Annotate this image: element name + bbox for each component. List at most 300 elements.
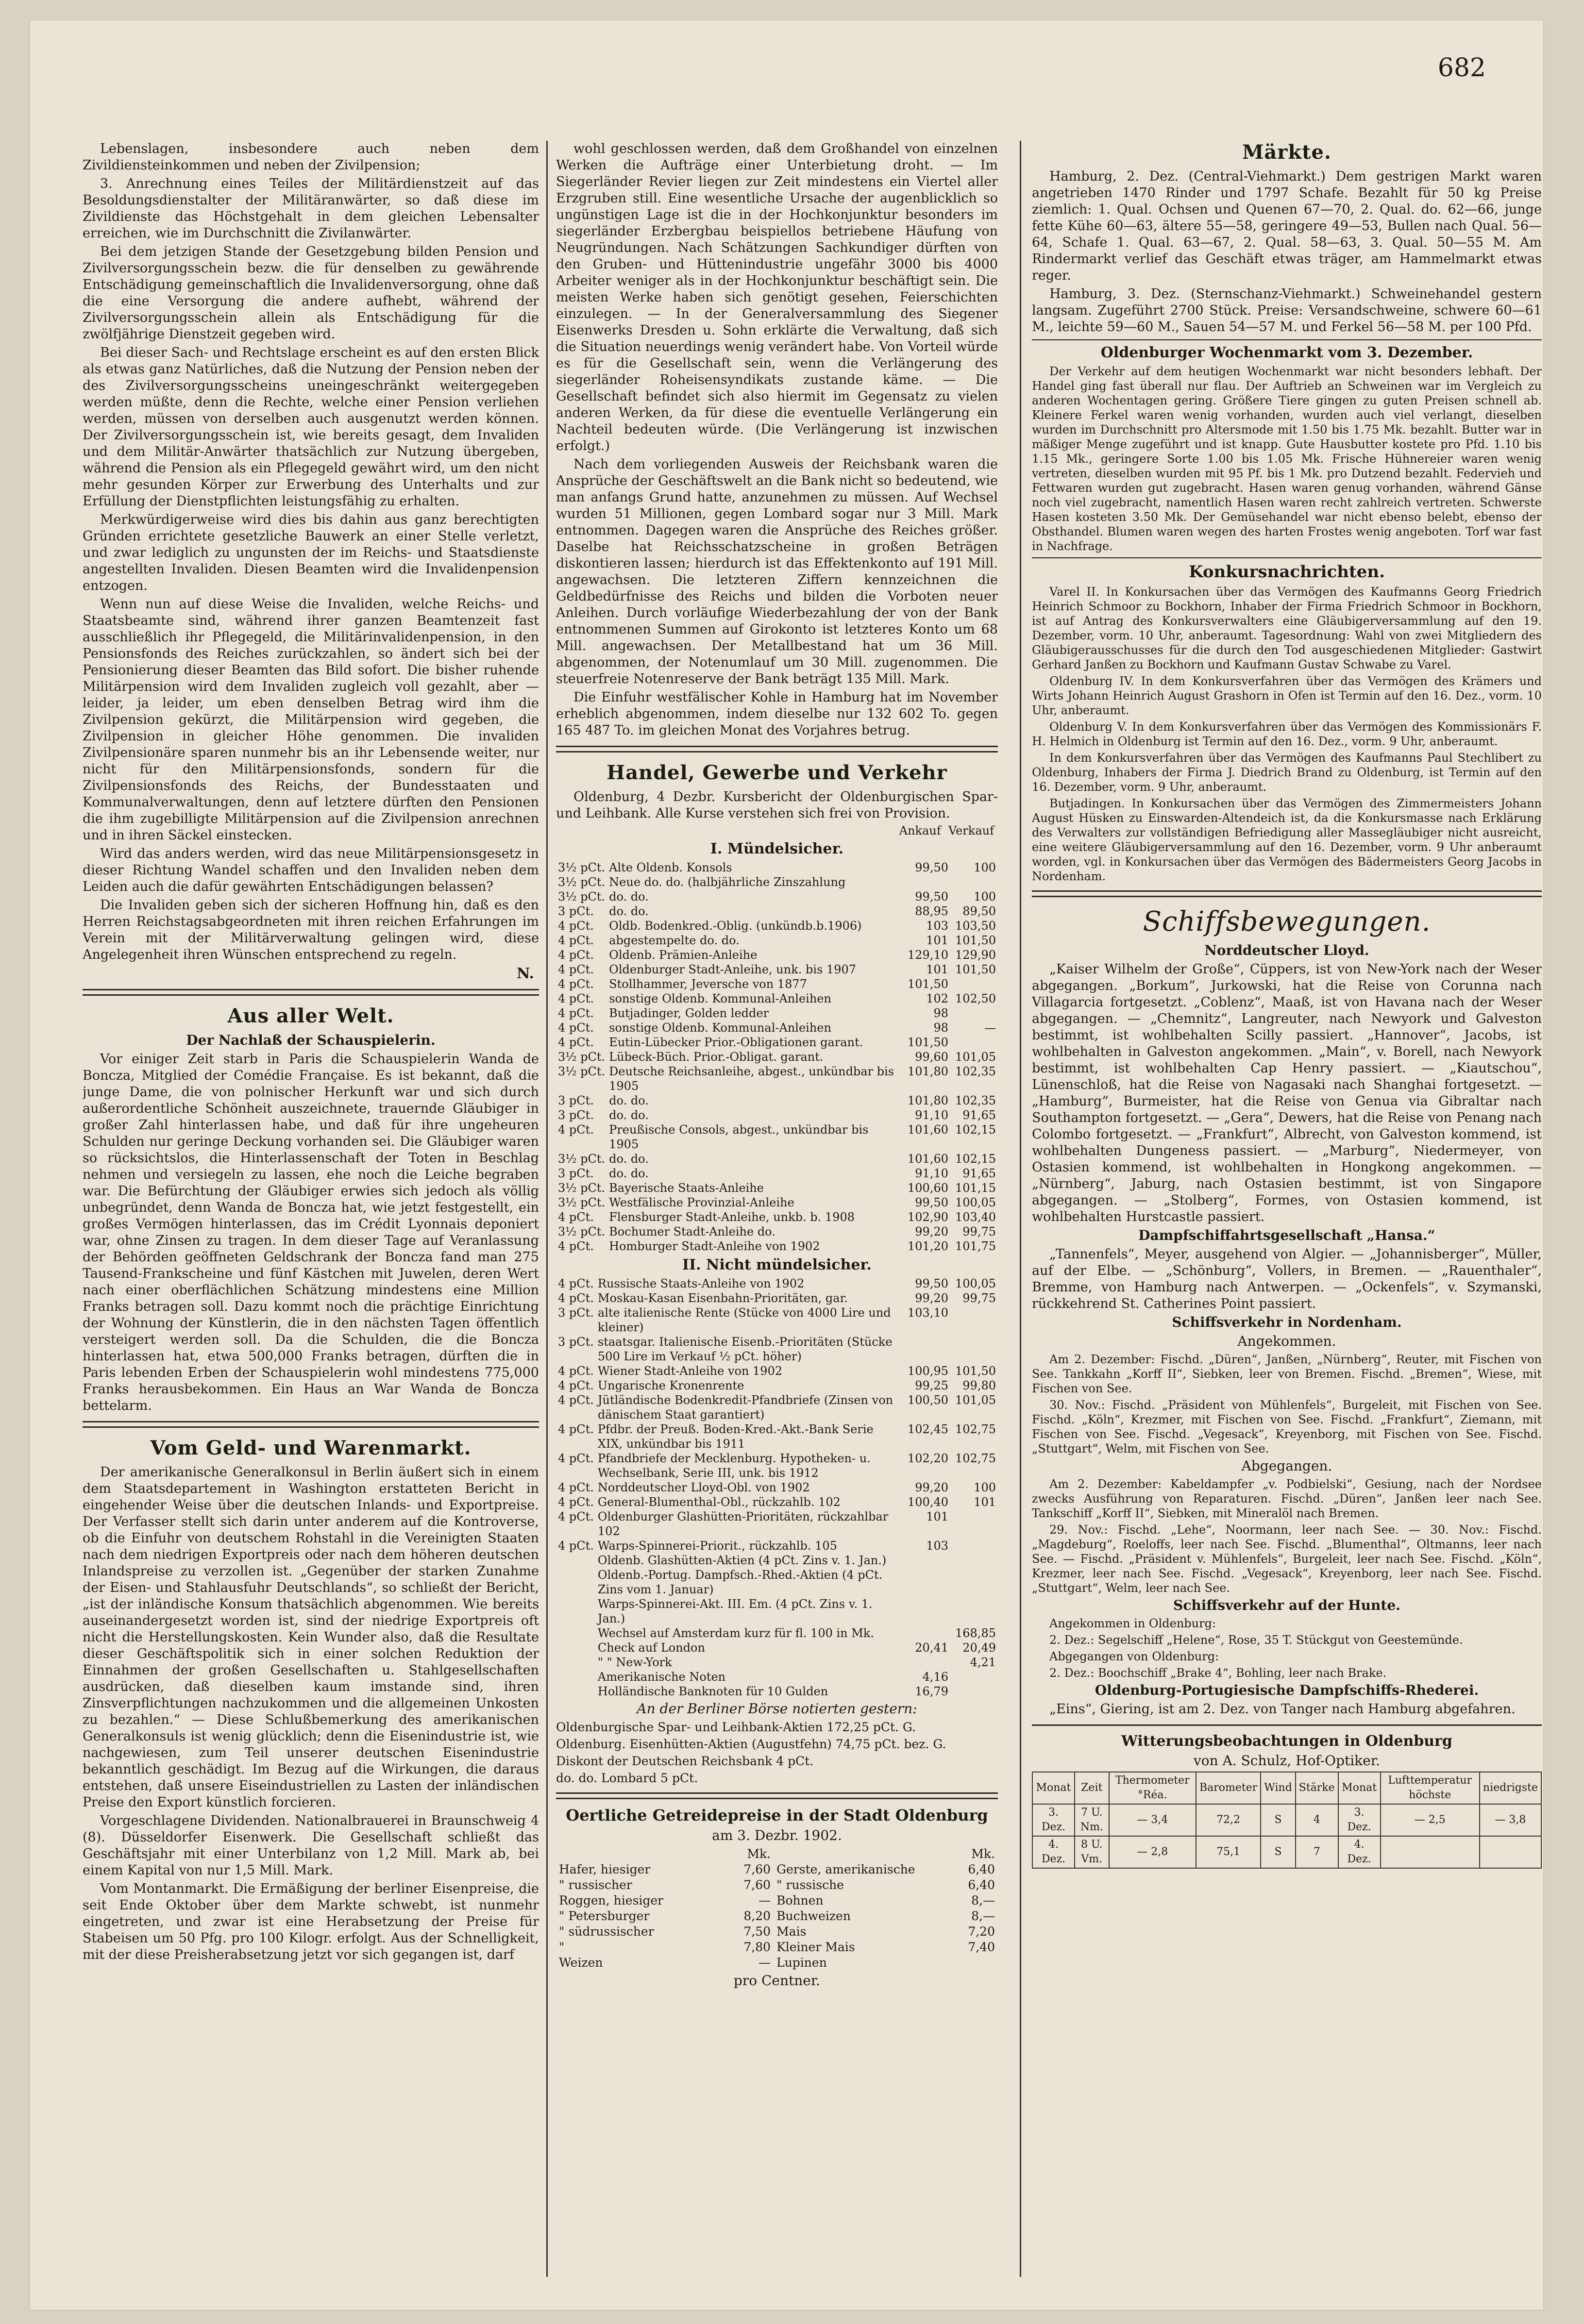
section-rule (83, 1421, 539, 1428)
grain-unit (556, 1846, 697, 1862)
weather-header (1032, 1772, 1541, 1804)
kurs-verkauf: 89,50 (962, 904, 996, 918)
kurs-ankauf (903, 1626, 950, 1640)
weather-cell: — 2,8 (1109, 1836, 1196, 1868)
kurs-rate: 3 pCt. (558, 1167, 594, 1180)
kurs-verkauf (950, 1305, 998, 1335)
paragraph: 3. Anrechnung eines Teiles der Militärdienstzeit auf das Besoldungsdienstalter der Militäranwärter, so daß diese im Zivildienste das Höchstgehalt in dem gleichen Lebensalter erreichen, wie im Durchschnitt die Zivilanwärter. (83, 176, 539, 241)
kurs-security: Amerikanische Noten (597, 1670, 726, 1684)
kurs-security: Wiener Stadt-Anleihe von 1902 (597, 1364, 783, 1378)
weather-col-header: Monat (1338, 1772, 1381, 1804)
kurs-row (556, 1538, 998, 1553)
kurs-verkauf (950, 1538, 998, 1553)
paragraph: 2. Dez.: Boochschiff „Brake 4“, Bohling, leer nach Brake. (1049, 1666, 1387, 1680)
nordenham-angekommen (1032, 1352, 1542, 1456)
kurs-rate (556, 1640, 596, 1655)
section-rule (556, 1792, 998, 1799)
kurs-row (556, 1378, 998, 1393)
weather-cell: 3. Dez. (1032, 1804, 1075, 1836)
kurs-rate: 3 pCt. (558, 1094, 594, 1107)
kurs-security: sonstige Oldenb. Kommunal-Anleihen (609, 1021, 831, 1035)
section-rule (556, 746, 998, 752)
article-geldmarkt (83, 1464, 539, 1963)
kurs-verkauf (950, 1597, 998, 1626)
kurs-ankauf: 101,60 (908, 1123, 948, 1137)
kurs-rate: 4 pCt. (558, 1210, 594, 1224)
kurs-security: Russische Staats-Anleihe von 1902 (597, 1277, 805, 1290)
heading-hansa: Dampfschiffahrtsgesellschaft „Hansa.“ (1138, 1227, 1435, 1243)
kurs-verkauf: 4,21 (970, 1655, 996, 1669)
col-verkauf: Verkauf (948, 824, 994, 837)
kurs-security: do. do. (609, 904, 649, 918)
paragraph: Angekommen in Oldenburg: (1049, 1617, 1216, 1630)
kurs-verkauf: 91,65 (962, 1108, 996, 1122)
kurs-security: Bochumer Stadt-Anleihe do. (609, 1225, 775, 1238)
grain-price: 8,— (971, 1893, 995, 1907)
paragraph: wohl geschlossen werden, daß dem Großhandel von einzelnen Werken die Aufträge einer Unterbietung droht. — Im Siegerländer Revier liegen zur Zeit mindestens ein Viertel aller Erzgruben still. Eine wesentliche Ursache der augenblicklich so ungünstigen Lage ist die in der Hochkonjunktur besonders im siegerländer Erzbergbau beispiellos betriebene Häufung von Neugründungen. Nach Schätzungen Sachkundiger dürften von den Gruben- und Hüttenindustrie ungefähr 3000 bis 4000 Arbeiter weniger als in der Hochkonjunktur beschäftigt sein. Die meisten Werke haben sich genötigt gesehen, Feierschichten einzulegen. — In der Generalversammlung des Siegener Eisenwerks Dresden u. Sohn erklärte die Verwaltung, daß sich die Situation neuerdings wenig verändert habe. Von Vorteil würde es für die Gesellschaft sein, wenn die Verlängerung des siegerländer Roheisensyndikats zustande käme. — Die Gesellschaft befindet sich also hiermit im Gegensatz zu vielen anderen Werken, da für diese die eventuelle Verlängerung ein Nachteil bedeuten würde. (Die Verlängerung ist inzwischen erfolgt.) (556, 141, 998, 453)
kurs-rate: 4 pCt. (558, 919, 594, 933)
kurs-verkauf (950, 1670, 998, 1684)
kurs-ankauf (903, 1568, 950, 1597)
kurs-ankauf (903, 1335, 950, 1364)
weather-cell: S (1261, 1836, 1296, 1868)
kurs-ankauf: 101,50 (908, 977, 948, 991)
kurs-table-muendelsicher (556, 860, 998, 1254)
kurs-row (556, 1684, 998, 1699)
grain-name: Gerste, amerikanische (776, 1862, 915, 1876)
grain-foot: pro Centner. (733, 1973, 821, 1989)
kurs-security: Stollhammer, Jeversche von 1877 (609, 977, 807, 991)
kurs-rate: 3½ pCt. (558, 1181, 606, 1195)
kurs-intro: Oldenburg, 4 Dezbr. Kursbericht der Oldenburgischen Spar- und Leihbank. Alle Kurse verstehen sich frei von Provision. (556, 789, 998, 821)
weather-cell: 75,1 (1196, 1836, 1261, 1868)
kurs-ankauf: 100,95 (908, 1364, 948, 1378)
paragraph: Am 2. Dezember: Fischd. „Düren“, Janßen, „Nürnberg“, Reuter, mit Fischen von See. Tankkahn „Korff II“, Siebken, leer von Bremen. Fischd. „Bremen“, Wiese, mit Fischen von See. (1032, 1353, 1542, 1395)
kurs-rate (556, 1568, 596, 1597)
konkurs-list (1032, 585, 1542, 884)
angekommen-label: Angekommen. (1237, 1333, 1336, 1349)
kurs-rate: 4 pCt. (558, 1277, 594, 1290)
kurs-row (556, 1335, 998, 1364)
kurs-ankauf (903, 1655, 950, 1670)
kurs-verkauf: 168,85 (955, 1626, 996, 1640)
heading-lloyd: Norddeutscher Lloyd. (1204, 942, 1369, 958)
kurs-row (556, 1626, 998, 1640)
paragraph: Oldenburg. Eisenhütten-Aktien (Augustfehn) 74,75 pCt. bez. G. (556, 1737, 946, 1751)
kurs-security: Pfdbr. der Preuß. Boden-Kred.-Akt.-Bank Serie XIX, unkündbar bis 1911 (597, 1422, 874, 1451)
kurs-row (556, 977, 998, 991)
weather-cell: — 2,5 (1381, 1804, 1480, 1836)
grain-name: " (559, 1940, 565, 1954)
column-middle (556, 141, 998, 2301)
kurs-ankauf: 100,40 (908, 1495, 948, 1509)
weather-cell: S (1261, 1804, 1296, 1836)
weather-cell: — 3,8 (1480, 1804, 1541, 1836)
kurs-rate (556, 1684, 596, 1699)
kurs-row (556, 1239, 998, 1254)
kurs-verkauf: 101,50 (955, 934, 996, 947)
kurs-ankauf: 101,20 (908, 1239, 948, 1253)
paragraph: Wenn nun auf diese Weise die Invaliden, welche Reichs- und Staatsbeamte sind, während ihrer ganzen Beamtenzeit fast ausschließlich ihr Pflegegeld, die Militärinvalidenpension, in den Pensionsfonds des Reiches zurückzahlen, so ändert sich bei der Pensionierung dieser Beamten das Bild sofort. Die bisher ruhende Militärpension wird dem Invaliden zugleich voll gezahlt, aber — leider, ja leider, um eben denselben Betrag wird ihm die Zivilpension gekürzt, die Militärpension wird gegeben, die Zivilpension in gleicher Höhe genommen. Die invaliden Zivilpensionäre sparen nunmehr bis an ihr Lebensende weiter, nur nicht für den Militärpensionsfonds, sondern für die Zivilpensionsfonds des Reichs, der Bundesstaaten und Kommunalverwaltungen, denn auf letztere dürften den Pensionen die ihm zugebilligte Militärpension auf die Zivilpension anrechnen und in ihren Säckel einstecken. (83, 597, 539, 843)
nordenham-abgegangen (1032, 1477, 1542, 1595)
kurs-rate: 3½ pCt. (558, 1152, 606, 1166)
kurs-row (556, 875, 998, 889)
grain-price: 7,60 (743, 1878, 771, 1892)
kurs-ankauf: 88,95 (915, 904, 948, 918)
paragraph: Oldenburg V. In dem Konkursverfahren über das Vermögen des Kommissionärs F. H. Helmich in Oldenburg ist Termin auf den 16. Dez., vorm. 9 Uhr, anberaumt. (1032, 720, 1542, 748)
grain-name: " russische (776, 1878, 844, 1892)
kurs-verkauf: 100,05 (955, 1277, 996, 1290)
kurs-security: do. do. (609, 1167, 649, 1180)
heading-nordenham: Schiffsverkehr in Nordenham. (1172, 1314, 1402, 1330)
kurs-security: Oldb. Bodenkred.-Oblig. (unkündb.b.1906) (609, 919, 862, 933)
weather-cell: 8 U. Vm. (1075, 1836, 1109, 1868)
kurs-verkauf: 102,50 (955, 992, 996, 1005)
kurs-row (556, 1640, 998, 1655)
kurs-rate: 4 pCt. (558, 1422, 594, 1436)
kurs-security: Check auf London (597, 1641, 705, 1655)
kurs-ankauf: 100,50 (908, 1393, 948, 1407)
grain-row (556, 1924, 998, 1939)
kurs-ankauf: 99,20 (915, 1481, 948, 1494)
weather-cell: 7 (1296, 1836, 1338, 1868)
kurs-ankauf (903, 875, 950, 889)
kurs-row (556, 1291, 998, 1305)
kurs-security: Homburger Stadt-Anleihe von 1902 (609, 1239, 820, 1253)
section-rule (1032, 339, 1542, 340)
hunte-list (1032, 1616, 1542, 1680)
paragraph: do. do. Lombard 5 pCt. (556, 1771, 698, 1785)
kurs-rate: 3½ pCt. (558, 1050, 606, 1064)
kurs-ankauf: 4,16 (922, 1670, 948, 1684)
kurs-verkauf: 101,05 (955, 1393, 996, 1407)
weather-row (1032, 1804, 1541, 1836)
kurs-ankauf: 101,60 (908, 1152, 948, 1166)
kurs-row (556, 860, 998, 875)
grain-row (556, 1908, 998, 1924)
grain-name: " südrussischer (559, 1924, 654, 1939)
grain-unit: Mk. (747, 1847, 771, 1861)
grain-price: 7,50 (743, 1924, 771, 1939)
paragraph: Bei dem jetzigen Stande der Gesetzgebung bilden Pension und Zivilversorgungsschein bezw. die für denselben zu gewährende Entschädigung gemeinschaftlich die Invalidenversorgung, ohne daß die eine Versorgung die andere aufhebt, während der Zivilversorgungsschein allein als Entschädigung für die zwölfjährige Dienstzeit gegeben wird. (83, 244, 539, 342)
kurs-rate: 4 pCt. (558, 1393, 594, 1407)
kurs-verkauf: 91,65 (962, 1167, 996, 1180)
kurs-rate: 4 pCt. (558, 1291, 594, 1305)
weather-table (1032, 1772, 1542, 1869)
kurs-verkauf (950, 1684, 998, 1699)
kurs-verkauf (950, 1006, 998, 1020)
kurs-security: Pfandbriefe der Mecklenburg. Hypotheken- u. Wechselbank, Serie III, unk. bis 1912 (597, 1452, 871, 1480)
weather-cell: — 3,4 (1109, 1804, 1196, 1836)
kurs-verkauf: 101 (974, 1495, 996, 1509)
kurs-rate (556, 1626, 596, 1640)
kurs-security: Norddeutscher Lloyd-Obl. von 1902 (597, 1481, 810, 1494)
kurs-verkauf (950, 1568, 998, 1597)
kurs-rate: 4 pCt. (558, 1452, 594, 1465)
weather-col-header: niedrigste (1480, 1772, 1541, 1804)
kurs-row (556, 1568, 998, 1597)
kurs-ankauf: 99,50 (915, 861, 948, 874)
kurs-row (556, 933, 998, 948)
column-divider (546, 141, 548, 2277)
grain-price: 7,40 (968, 1940, 995, 1954)
grain-name: Lupinen (776, 1956, 827, 1970)
kurs-security: Bayerische Staats-Anleihe (609, 1181, 764, 1195)
kurs-verkauf (950, 1509, 998, 1538)
section-rule (1032, 1724, 1542, 1726)
grain-price: — (758, 1893, 771, 1907)
kurs-security: Alte Oldenb. Konsols (609, 861, 732, 874)
kurs-rate: 4 pCt. (558, 1239, 594, 1253)
kurs-security: do. do. (609, 1152, 649, 1166)
kurs-row (556, 1020, 998, 1035)
grain-name: Roggen, hiesiger (559, 1893, 664, 1907)
paragraph: 29. Nov.: Fischd. „Lehe“, Noormann, leer nach See. — 30. Nov.: Fischd. „Magdeburg“, Roeloffs, leer nach See. Fischd. „Blumenthal“, Oltmanns, leer nach See. — Fischd. „Präsident v. Mühlenfels“, Burgeleit, leer nach See. Fischd. „Köln“, Krezmer, leer nach See. Fischd. „Vegesack“, Kreyenborg, leer nach See. Fischd. „Stuttgart“, Welm, leer nach See. (1032, 1523, 1542, 1595)
kurs-ankauf: 101 (926, 963, 948, 976)
paragraph: Bei dieser Sach- und Rechtslage erscheint es auf den ersten Blick als etwas ganz Natürliches, daß die Nutzung der Pension neben der des Zivilversorgungsscheins uneingeschränkt weitergegeben werden müßte, denn die Rechte, welche einer Pension verliehen werden, müssen von derselben auch ausgenutzt werden können. Der Zivilversorgungsschein ist, wie bereits gesagt, dem Invaliden und dem Militär-Anwärter thatsächlich zur Nutzung übergeben, während die Pension als ein Pflegegeld gewährt wird, um den nicht mehr gesunden Körper zur Erwerbung des Unterhalts und zur Erfüllung der Dienstpflichten leistungsfähig zu erhalten. (83, 345, 539, 509)
grain-row (556, 1939, 998, 1955)
kurs-ankauf: 91,10 (915, 1108, 948, 1122)
heading-schiffsbewegungen: Schiffsbewegungen. (1143, 906, 1431, 937)
grain-price: 7,20 (968, 1924, 995, 1939)
paragraph: 2. Dez.: Segelschiff „Helene“, Rose, 35 T. Stückgut von Geestemünde. (1049, 1633, 1463, 1647)
kurs-row (556, 1122, 998, 1152)
kurs-security: sonstige Oldenb. Kommunal-Anleihen (609, 992, 831, 1005)
kurs-rate: 3½ pCt. (558, 890, 606, 903)
heading-hunte: Schiffsverkehr auf der Hunte. (1173, 1597, 1400, 1613)
kurs-row (556, 1006, 998, 1020)
kurs-ankauf: 98 (933, 1006, 948, 1020)
kurs-verkauf: — (984, 1021, 996, 1035)
kurs-security: Neue do. do. (halbjährliche Zinszahlung (609, 875, 846, 889)
kurs-row (556, 919, 998, 933)
paragraph: 30. Nov.: Fischd. „Präsident von Mühlenfels“, Burgeleit, mit Fischen von See. Fischd. „Köln“, Krezmer, mit Fischen von See. Fischd. „Frankfurt“, Ziemann, mit Fischen von See. Fischd. „Vegesack“, Kreyenborg, mit Fischen von See. Fischd. „Stuttgart“, Welm, mit Fischen von See. (1032, 1398, 1542, 1455)
kurs-ankauf: 103 (926, 1539, 948, 1553)
kurs-rate: 4 pCt. (558, 1021, 594, 1035)
kurs-ankauf: 101,80 (908, 1065, 948, 1078)
grain-name: Kleiner Mais (776, 1940, 855, 1954)
grain-price: 7,80 (743, 1940, 771, 1954)
kurs-ankauf: 99,25 (915, 1379, 948, 1392)
weather-cell: 7 U. Nm. (1075, 1804, 1109, 1836)
weather-cell: 3. Dez. (1338, 1804, 1381, 1836)
kurs-security: Deutsche Reichsanleihe, abgest., unkündbar bis 1905 (609, 1065, 894, 1093)
kurs-row (556, 1509, 998, 1538)
kurs-columns (556, 824, 998, 837)
heading-witterung: Witterungsbeobachtungen in Oldenburg (1121, 1733, 1452, 1750)
kurs-rate: 4 pCt. (558, 1495, 594, 1509)
grain-price (922, 1955, 998, 1971)
heading-konkurs: Konkursnachrichten. (1189, 562, 1385, 582)
kurs-rate: 4 pCt. (558, 1379, 594, 1392)
paragraph: Oldenburgische Spar- und Leihbank-Aktien 172,25 pCt. G. (556, 1720, 916, 1734)
kurs-security: Oldenburger Stadt-Anleihe, unk. bis 1907 (609, 963, 857, 976)
grain-name: Hafer, hiesiger (559, 1862, 651, 1876)
weather-cell: 72,2 (1196, 1804, 1261, 1836)
kurs-ankauf: 101 (926, 934, 948, 947)
kurs-row (556, 1393, 998, 1422)
kurs-security: do. do. (609, 1094, 649, 1107)
col-ankauf: Ankauf (899, 824, 941, 837)
kurs-row (556, 1210, 998, 1224)
kurs-table-nicht-muendelsicher (556, 1276, 998, 1699)
weather-cell: 4 (1296, 1804, 1338, 1836)
kurs-verkauf: 101,05 (955, 1050, 996, 1064)
heading-wochenmarkt: Oldenburger Wochenmarkt vom 3. Dezember. (1100, 344, 1473, 361)
kurs-verkauf: 100 (974, 861, 996, 874)
paragraph: Die Invaliden geben sich der sicheren Hoffnung hin, daß es den Herren Reichstagsabgeordneten mit ihren reichen Erfahrungen im Verein mit der Militärverwaltung gelingen wird, diese Angelegenheit ihren Wünschen entsprechend zu regeln. (83, 898, 539, 962)
kurs-row (556, 1093, 998, 1108)
kurs-rate: 3 pCt. (558, 904, 594, 918)
kurs-rate: 4 pCt. (558, 1539, 594, 1553)
kurs-verkauf: 102,75 (955, 1452, 996, 1465)
kurs-security: Preußische Consols, abgest., unkündbar bis 1905 (609, 1123, 869, 1151)
kurs-rate: 4 pCt. (558, 977, 594, 991)
grain-price: 8,20 (743, 1909, 771, 1923)
kurs-row (556, 1305, 998, 1335)
kurs-verkauf: 102,15 (955, 1152, 996, 1166)
grain-unit: Mk. (971, 1847, 995, 1861)
weather-col-header: Zeit (1075, 1772, 1109, 1804)
kurs-verkauf: 99,80 (962, 1379, 996, 1392)
kurs-security: Lübeck-Büch. Prior.-Obligat. garant. (609, 1050, 824, 1064)
kurs-verkauf (950, 875, 998, 889)
kurs-ankauf: 102,20 (908, 1452, 948, 1465)
article-signature: N. (517, 965, 534, 982)
paragraph: In dem Konkursverfahren über das Vermögen des Kaufmanns Paul Stechlibert zu Oldenburg, Inhabers der Firma J. Diedrich Brand zu Oldenburg, ist Termin auf den 16. Dezember, vorm. 9 Uhr, anberaumt. (1032, 751, 1542, 794)
kurs-rate: 4 pCt. (558, 1123, 594, 1137)
column-divider (1020, 141, 1021, 2277)
paragraph: Varel II. In Konkursachen über das Vermögen des Kaufmanns Georg Friedrich Heinrich Schmoor zu Bockhorn, Inhaber der Firma Friedrich Schmoor in Bockhorn, ist auf Antrag des Konkursverwalters eine Gläubigerversammlung auf den 19. Dezember, vorm. 10 Uhr, anberaumt. Tagesordnung: Wahl von zwei Mitgliedern des Gläubigerausschusses für die durch den Tod ausgeschiedenen Mitglieder: Gastwirt Gerhard Janßen zu Bockhorn und Kaufmann Gustav Schwabe zu Varel. (1032, 585, 1542, 671)
grain-row (556, 1893, 998, 1908)
kurs-rate: 3½ pCt. (558, 1225, 606, 1238)
kurs-row (556, 1422, 998, 1451)
weather-cell (1480, 1836, 1541, 1868)
article-lloyd: „Kaiser Wilhelm der Große“, Cüppers, ist von New-York nach der Weser abgegangen. „Borkum“, Jurkowski, hat die Reise von Corunna nach Villagarcia fortgesetzt. „Coblenz“, Maaß, ist von Havana nach der Weser abgegangen. — „Chemnitz“, Langreuter, nach Newyork und Galveston bestimmt, ist wohlbehalten Scilly passiert. „Hannover“, Jacobs, ist wohlbehalten in Galveston angekommen. „Main“, v. Borell, nach Newyork bestimmt, ist wohlbehalten Cap Henry passiert. — „Kiautschou“, Lünenschloß, hat die Reise von Nagasaki nach Shanghai fortgesetzt. — „Hamburg“, Burmeister, hat die Reise von Genua via Gibraltar nach Southampton fortgesetzt. — „Gera“, Dewers, hat die Reise von Penang nach Colombo fortgesetzt. — „Frankfurt“, Albrecht, von Galveston kommend, ist wohlbehalten Dungeness passiert. — „Marburg“, Niedermeyer, von Ostasien kommend, ist wohlbehalten in Hongkong angekommen. — „Nürnberg“, Jaburg, nach Ostasien bestimmt, ist von Singapore abgegangen. — „Stolberg“, Formes, von Ostasien kommend, ist wohlbehalten Hurstcastle passiert. (1032, 962, 1542, 1224)
paragraph: Nach dem vorliegenden Ausweis der Reichsbank waren die Ansprüche der Geschäftswelt an die Bank nicht so bedeutend, wie man anfangs Grund hatte, anzunehmen zu müssen. Auf Wechsel wurden 51 Millionen, gegen Lombard sogar nur 3 Mill. Mark entnommen. Dagegen waren die Ansprüche des Reiches größer. Daselbe hat Reichsschatzscheine in großen Beträgen diskontieren lassen; hierdurch ist das Effektenkonto auf 191 Mill. angewachsen. Die letzteren Ziffern kennzeichnen die Geldbedürfnisse des Reichs und bilden die Vorboten neuer Anleihen. Durch vorläufige Wiederbezahlung der von der Bank entnommenen Summen auf Girokonto ist letzteres Konto um 68 Mill. angewachsen. Der Metallbestand hat um 36 Mill. abgenommen, der Notenumlauf um 30 Mill. zugenommen. Die steuerfreie Notenreserve der Bank beträgt 135 Mill. Mark. (556, 457, 998, 686)
kurs-verkauf: 103,40 (955, 1210, 996, 1224)
weather-row (1032, 1836, 1541, 1868)
weather-col-header: Barometer (1196, 1772, 1261, 1804)
kurs-verkauf (950, 1335, 998, 1364)
kurs-rate: 3 pCt. (558, 1335, 594, 1349)
kurs-rate (556, 1597, 596, 1626)
grain-unit (774, 1846, 921, 1862)
kurs-row (556, 1152, 998, 1166)
heading-geld-warenmarkt: Vom Geld- und Warenmarkt. (150, 1437, 472, 1459)
kurs-ankauf: 103,10 (908, 1306, 948, 1320)
kurs-security: do. do. (609, 890, 649, 903)
grain-name: Bohnen (776, 1893, 824, 1907)
kurs-rate: 4 pCt. (558, 1481, 594, 1494)
kurs-security: Eutin-Lübecker Prior.-Obligationen garant. (609, 1036, 863, 1049)
weather-col-header: Monat (1032, 1772, 1075, 1804)
kurs-ankauf: 101 (926, 1510, 948, 1523)
kurs-verkauf (950, 977, 998, 991)
kurs-rate: 3½ pCt. (558, 1065, 606, 1078)
kurs-security: Oldenb. Glashütten-Aktien (4 pCt. Zins v. 1. Jan.) (597, 1554, 887, 1567)
kurs-security: Butjadinger, Golden ledder (609, 1006, 769, 1020)
paragraph: Abgegangen von Oldenburg: (1049, 1650, 1219, 1663)
article-hansa: „Tannenfels“, Meyer, ausgehend von Algier. — „Johannisberger“, Müller, auf der Elbe. — „Schönburg“, Vollers, in Bremen. — „Rauenthaler“, Bremme, von Hamburg nach Antwerpen. — „Ockenfels“, v. Szymanski, rückkehrend St. Catherines Point passiert. (1032, 1247, 1542, 1311)
kurs-rate: 4 pCt. (558, 1510, 594, 1523)
kurs-row (556, 1166, 998, 1181)
newspaper-page (29, 19, 1544, 2311)
article-nachlass: Vor einiger Zeit starb in Paris die Schauspielerin Wanda de Boncza, Mitglied der Comédie Française. Es ist bekannt, daß die junge Dame, die von polnischer Herkunft war und sich durch außerordentliche Schönheit auszeichnete, trauernde Gläubiger in großer Zahl hinterlassen habe, und daß für ihre ungeheuren Schulden nur geringe Deckung vorhanden sei. Die Gläubiger waren so rücksichtslos, die Hinterlassenschaft der Toten in Beschlag nehmen und versiegeln zu lassen, ehe noch die Leiche begraben war. Die Befürchtung der Gläubiger erwies sich jedoch als völlig unbegründet, denn Wanda de Boncza hat, wie jetzt festgestellt, ein großes Vermögen hinterlassen, das im Crédit Lyonnais deponiert war, ohne Zinsen zu tragen. In dem dieser Tage auf Veranlassung der Behörden geöffneten Geldschrank der Boncza fand man 275 Tausend-Frankscheine und fünf Kästchen mit Juwelen, deren Wert nach einer oberflächlichen Schätzung mindestens eine Million Franks betragen soll. Dazu kommt noch die prächtige Einrichtung der Wohnung der Künstlerin, die in den nächsten Tagen öffentlich versteigert werden soll. Da die Schulden, die die Boncza hinterlassen hat, etwa 500,000 Franks betragen, dürften die in Paris lebenden Erben der Schauspielerin wohl mindestens 775,000 Franks herausbekommen. Ein Haus an War Wanda de Boncza bettelarm. (83, 1052, 539, 1413)
kurs-rate: 4 pCt. (558, 1364, 594, 1378)
kurs-rate: 4 pCt. (558, 992, 594, 1005)
column-left (83, 141, 539, 2301)
kurs-ankauf: 99,20 (915, 1291, 948, 1305)
kurs-rate: 3 pCt. (558, 1306, 594, 1320)
grain-name: Mais (776, 1924, 807, 1939)
kurs-row (556, 1364, 998, 1378)
kurs-row (556, 991, 998, 1006)
kurs-rate: 4 pCt. (558, 1036, 594, 1049)
kurs-rate: 4 pCt. (558, 963, 594, 976)
weather-cell: 4. Dez. (1338, 1836, 1381, 1868)
paragraph: Am 2. Dezember: Kabeldampfer „v. Podbielski“, Gesiung, nach der Nordsee zwecks Ausführung von Reparaturen. Fischd. „Düren“, Janßen leer nach See. Tankschiff „Korff II“, Siebken, mit Mineralöl nach Bremen. (1032, 1477, 1542, 1520)
paragraph: Lebenslagen, insbesondere auch neben dem Zivildiensteinkommen und neben der Zivilpension; (83, 141, 539, 173)
kurs-ankauf: 99,20 (915, 1225, 948, 1238)
grain-name: Weizen (559, 1956, 603, 1970)
kurs-rate: 3 pCt. (558, 1108, 594, 1122)
kurs-row (556, 1195, 998, 1210)
kurs-verkauf: 101,50 (955, 963, 996, 976)
kurs-security: Warps-Spinnerei-Priorit., rückzahlb. 105 (597, 1539, 837, 1553)
section-rule (1032, 890, 1542, 897)
kurs-security: Oldenb. Prämien-Anleihe (609, 948, 758, 962)
boerse-line: An der Berliner Börse notierten gestern: (637, 1701, 917, 1717)
kurs-ankauf: 102,45 (908, 1422, 948, 1436)
grain-price: 7,60 (743, 1862, 771, 1876)
kurs-verkauf: 99,75 (962, 1225, 996, 1238)
kurs-ankauf: 101,80 (908, 1094, 948, 1107)
paragraph: Hamburg, 2. Dez. (Central-Viehmarkt.) Dem gestrigen Markt waren angetrieben 1470 Rinder und 1797 Schafe. Bezahlt für 50 kg Preise ziemlich: 1. Qual. Ochsen und Quenen 67—70, 2. Qual. do. 62—66, junge fette Kühe 60—63, ältere 55—58, geringere 49—53, Bullen nach Qual. 56—64, Schafe 1. Qual. 63—67, 2. Qual. 58—63, 3. Qual. 50—55 M. Am Rindermarkt verlief das Geschäft etwas träger, am Hammelmarkt etwas reger. (1032, 169, 1542, 283)
kurs-ankauf: 102 (926, 992, 948, 1005)
kurs-ankauf: 99,50 (915, 1196, 948, 1209)
kurs-security: Oldenb.-Portug. Dampfsch.-Rhed.-Aktien (4 pCt. Zins vom 1. Januar) (597, 1568, 883, 1596)
grain-price: 6,40 (968, 1878, 995, 1892)
kurs-ankauf: 102,90 (908, 1210, 948, 1224)
kurs-rate (556, 1553, 596, 1568)
subheading-nachlass: Der Nachlaß der Schauspielerin. (186, 1032, 436, 1048)
kurs-security: Wechsel auf Amsterdam kurz für fl. 100 in Mk. (597, 1626, 875, 1640)
kurs-verkauf: 20,49 (962, 1641, 996, 1655)
heading-nicht-muendelsicher: II. Nicht mündelsicher. (682, 1256, 872, 1273)
article-militaerpension (83, 141, 539, 963)
kurs-security: Westfälische Provinzial-Anleihe (609, 1196, 794, 1209)
kurs-rate: 4 pCt. (558, 1006, 594, 1020)
kurs-rate (556, 1670, 596, 1684)
kurs-security: Ungarische Kronenrente (597, 1379, 744, 1392)
weather-cell (1381, 1836, 1480, 1868)
grain-price: 8,— (971, 1909, 995, 1923)
kurs-row (556, 1670, 998, 1684)
boerse-list (556, 1720, 998, 1786)
paragraph: Wird das anders werden, wird das neue Militärpensionsgesetz in dieser Richtung Wandel schaffen und den Invaliden neben dem Leiden auch die dafür gewährten Entschädigungen belassen? (83, 846, 539, 894)
kurs-security: Jütländische Bodenkredit-Pfandbriefe (Zinsen von dänischem Staat garantiert) (597, 1393, 893, 1421)
kurs-security: alte italienische Rente (Stücke von 4000 Lire und kleiner) (597, 1306, 891, 1334)
kurs-row (556, 1597, 998, 1626)
kurs-row (556, 948, 998, 962)
kurs-ankauf: 99,50 (915, 1277, 948, 1290)
kurs-row (556, 1655, 998, 1670)
heading-getreidepreise: Oertliche Getreidepreise in der Stadt Oldenburg (566, 1806, 988, 1824)
kurs-security: Flensburger Stadt-Anleihe, unkb. b. 1908 (609, 1210, 855, 1224)
kurs-security: staatsgar. Italienische Eisenb.-Prioritäten (Stücke 500 Lire im Verkauf ½ pCt. höher) (597, 1335, 893, 1363)
kurs-row (556, 1276, 998, 1291)
